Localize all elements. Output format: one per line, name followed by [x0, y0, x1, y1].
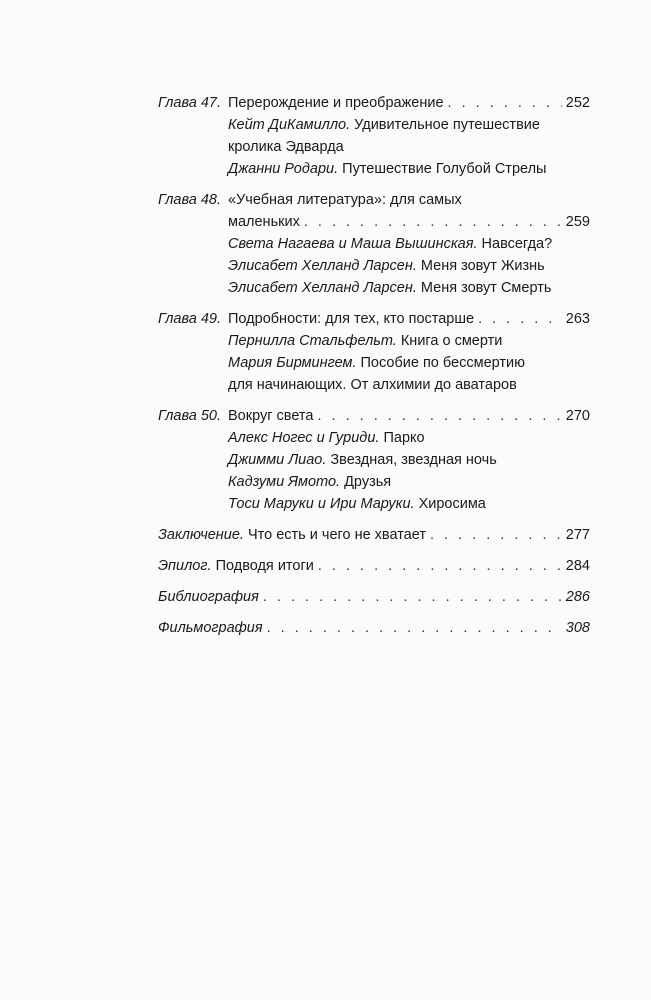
page-number: 284: [565, 558, 590, 574]
page-number: 270: [565, 408, 590, 424]
chapter-title: «Учебная литература»: для самых: [228, 192, 462, 208]
toc-conclusion: [158, 524, 590, 546]
book-author: Пернилла Стальфельт.: [228, 333, 397, 349]
toc-section-row: [158, 555, 590, 577]
book-title: Меня зовут Смерть: [420, 280, 552, 296]
book-entry: [158, 471, 590, 493]
book-title: Хиросима: [418, 496, 486, 512]
page-number: 286: [565, 589, 590, 605]
chapter-label: Глава 49.: [158, 311, 221, 327]
toc-section-row: [158, 617, 590, 639]
book-entry-continuation: [158, 136, 590, 158]
page-number: 252: [565, 95, 590, 111]
book-entry-continuation: [158, 374, 590, 396]
book-author: Кейт ДиКамилло.: [228, 117, 351, 133]
book-author: Мария Бирмингем.: [228, 355, 357, 371]
leader-dots: [263, 586, 562, 608]
toc-chapter-row: [158, 189, 590, 211]
leader-dots: [304, 211, 562, 233]
toc-chapter-row: [158, 92, 590, 114]
leader-dots: [478, 308, 562, 330]
toc-section-row: [158, 586, 590, 608]
book-title: Удивительное путешествие: [354, 117, 540, 133]
toc-filmography: [158, 617, 590, 639]
toc-chapter-50: [158, 405, 590, 515]
book-entry: [158, 277, 590, 299]
book-entry: [158, 493, 590, 515]
section-title: Библиография: [158, 589, 259, 605]
book-entry: [158, 158, 590, 180]
toc-section-row: [158, 524, 590, 546]
book-entry: [158, 114, 590, 136]
section-title-text: Подводя итоги: [215, 558, 314, 574]
book-title: Книга о смерти: [400, 333, 503, 349]
book-author: Тоси Маруки и Ири Маруки.: [228, 496, 415, 512]
chapter-title-cont: маленьких: [228, 214, 300, 230]
book-title: Меня зовут Жизнь: [420, 258, 545, 274]
book-title-cont: кролика Эдварда: [228, 139, 344, 155]
toc-chapter-49: [158, 308, 590, 396]
book-entry: [158, 352, 590, 374]
book-title: Друзья: [344, 474, 392, 490]
leader-dots: [448, 92, 562, 114]
page-number: 263: [565, 311, 590, 327]
book-entry: [158, 233, 590, 255]
leader-dots: [318, 555, 562, 577]
section-title: [158, 524, 426, 546]
toc-chapter-row-continuation: [158, 211, 590, 233]
leader-dots: [317, 405, 561, 427]
section-title: [158, 555, 314, 577]
book-title: Навсегда?: [481, 236, 553, 252]
book-author: Элисабет Хелланд Ларсен.: [228, 280, 417, 296]
book-title: Пособие по бессмертию: [360, 355, 526, 371]
toc-chapter-48: [158, 189, 590, 299]
book-author: Кадзуми Ямото.: [228, 474, 341, 490]
book-title: Парко: [383, 430, 425, 446]
toc-chapter-row: [158, 308, 590, 330]
chapter-title: Перерождение и преображение: [228, 95, 444, 111]
toc-chapter-47: [158, 92, 590, 180]
section-label: Эпилог.: [158, 558, 212, 574]
book-author: Алекс Ногес и Гуриди.: [228, 430, 380, 446]
chapter-title: Подробности: для тех, кто постарше: [228, 311, 475, 327]
toc-bibliography: [158, 586, 590, 608]
book-title-cont: для начинающих. От алхимии до аватаров: [228, 377, 517, 393]
toc-chapter-row: [158, 405, 590, 427]
section-title-text: Что есть и чего не хватает: [247, 527, 426, 543]
table-of-contents: [158, 92, 590, 648]
book-author: Света Нагаева и Маша Вышинская.: [228, 236, 478, 252]
page-number: 259: [565, 214, 590, 230]
chapter-label: Глава 47.: [158, 95, 221, 111]
section-title: Фильмография: [158, 620, 263, 636]
page-number: 308: [565, 620, 590, 636]
chapter-label: Глава 50.: [158, 408, 221, 424]
toc-epilogue: [158, 555, 590, 577]
book-entry: [158, 255, 590, 277]
book-author: Джимми Лиао.: [228, 452, 327, 468]
book-entry: [158, 449, 590, 471]
book-title: Звездная, звездная ночь: [330, 452, 497, 468]
chapter-title: Вокруг света: [228, 408, 314, 424]
book-entry: [158, 427, 590, 449]
leader-dots: [267, 617, 562, 639]
book-author: Джанни Родари.: [228, 161, 339, 177]
chapter-label: Глава 48.: [158, 192, 221, 208]
book-entry: [158, 330, 590, 352]
book-title: Путешествие Голубой Стрелы: [342, 161, 547, 177]
leader-dots: [430, 524, 562, 546]
book-author: Элисабет Хелланд Ларсен.: [228, 258, 417, 274]
section-label: Заключение.: [158, 527, 244, 543]
page-number: 277: [565, 527, 590, 543]
